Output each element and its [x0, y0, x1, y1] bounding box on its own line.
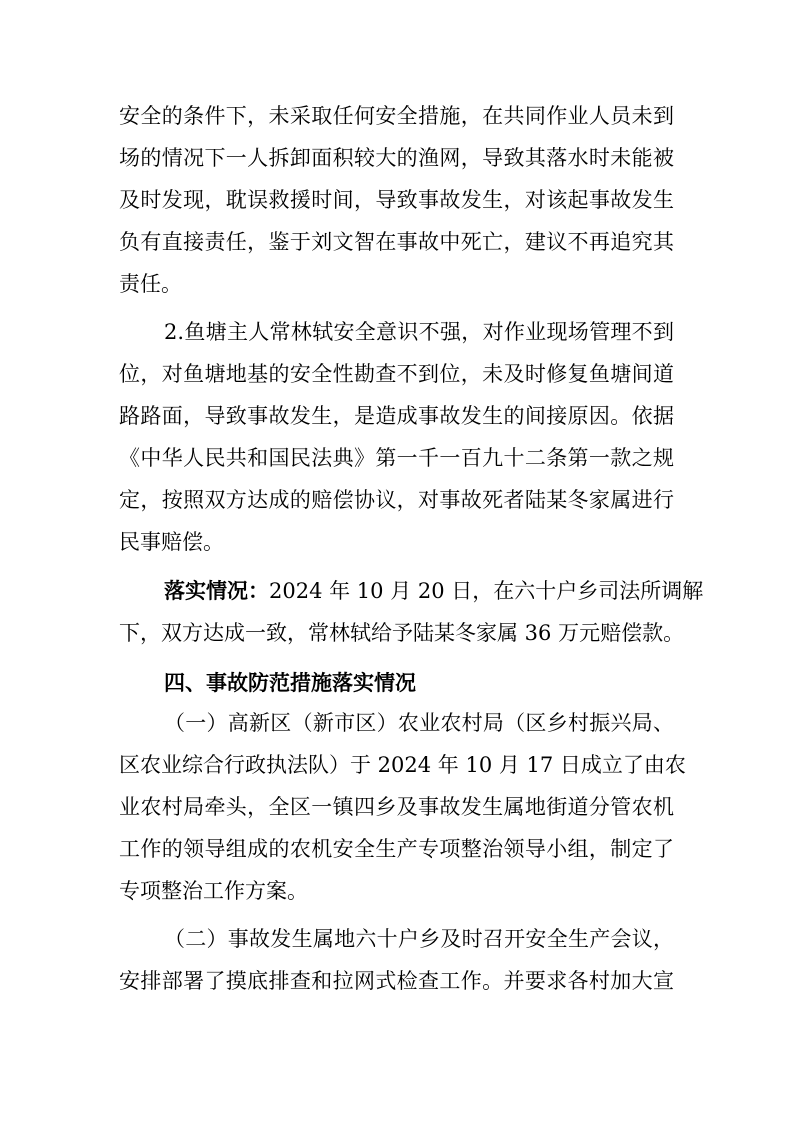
measure-1-line-2: 区农业综合行政执法队）于 2024 年 10 月 17 日成立了由农 — [119, 753, 686, 777]
body-line-4: 负有直接责任，鉴于刘文智在事故中死亡，建议不再追究其 — [119, 230, 674, 254]
paragraph-2-line-2: 位，对鱼塘地基的安全性勘查不到位，未及时修复鱼塘间道 — [119, 362, 674, 386]
paragraph-2-line-5: 定，按照双方达成的赔偿协议，对事故死者陆某冬家属进行 — [119, 488, 674, 512]
implementation-label: 落实情况： — [164, 578, 269, 603]
implementation-line-2: 下，双方达成一致，常林轼给予陆某冬家属 36 万元赔偿款。 — [119, 621, 685, 645]
measure-2-line-1: （二）事故发生属地六十户乡及时召开安全生产会议， — [164, 927, 674, 951]
paragraph-2-line-1: 2.鱼塘主人常林轼安全意识不强，对作业现场管理不到 — [164, 320, 674, 344]
measure-1-line-1: （一）高新区（新市区）农业农村局（区乡村振兴局、 — [164, 711, 674, 735]
measure-2-line-2: 安排部署了摸底排查和拉网式检查工作。并要求各村加大宣 — [119, 969, 674, 993]
body-line-5: 责任。 — [119, 272, 182, 296]
paragraph-2-line-4: 《中华人民共和国民法典》第一千一百九十二条第一款之规 — [119, 446, 674, 470]
paragraph-2-line-3: 路路面，导致事故发生，是造成事故发生的间接原因。依据 — [119, 404, 674, 428]
body-line-1: 安全的条件下，未采取任何安全措施，在共同作业人员未到 — [119, 104, 674, 128]
measure-1-line-5: 专项整治工作方案。 — [119, 879, 308, 903]
implementation-text: 2024 年 10 月 20 日，在六十户乡司法所调解 — [269, 579, 704, 603]
section-heading: 四、事故防范措施落实情况 — [164, 670, 416, 695]
measure-1-line-3: 业农村局牵头，全区一镇四乡及事故发生属地街道分管农机 — [119, 795, 674, 819]
measure-1-line-4: 工作的领导组成的农机安全生产专项整治领导小组，制定了 — [119, 837, 674, 861]
implementation-line-1 — [164, 576, 704, 606]
body-line-3: 及时发现，耽误救援时间，导致事故发生，对该起事故发生 — [119, 188, 674, 212]
paragraph-2-line-6: 民事赔偿。 — [119, 530, 224, 554]
body-line-2: 场的情况下一人拆卸面积较大的渔网，导致其落水时未能被 — [119, 146, 674, 170]
